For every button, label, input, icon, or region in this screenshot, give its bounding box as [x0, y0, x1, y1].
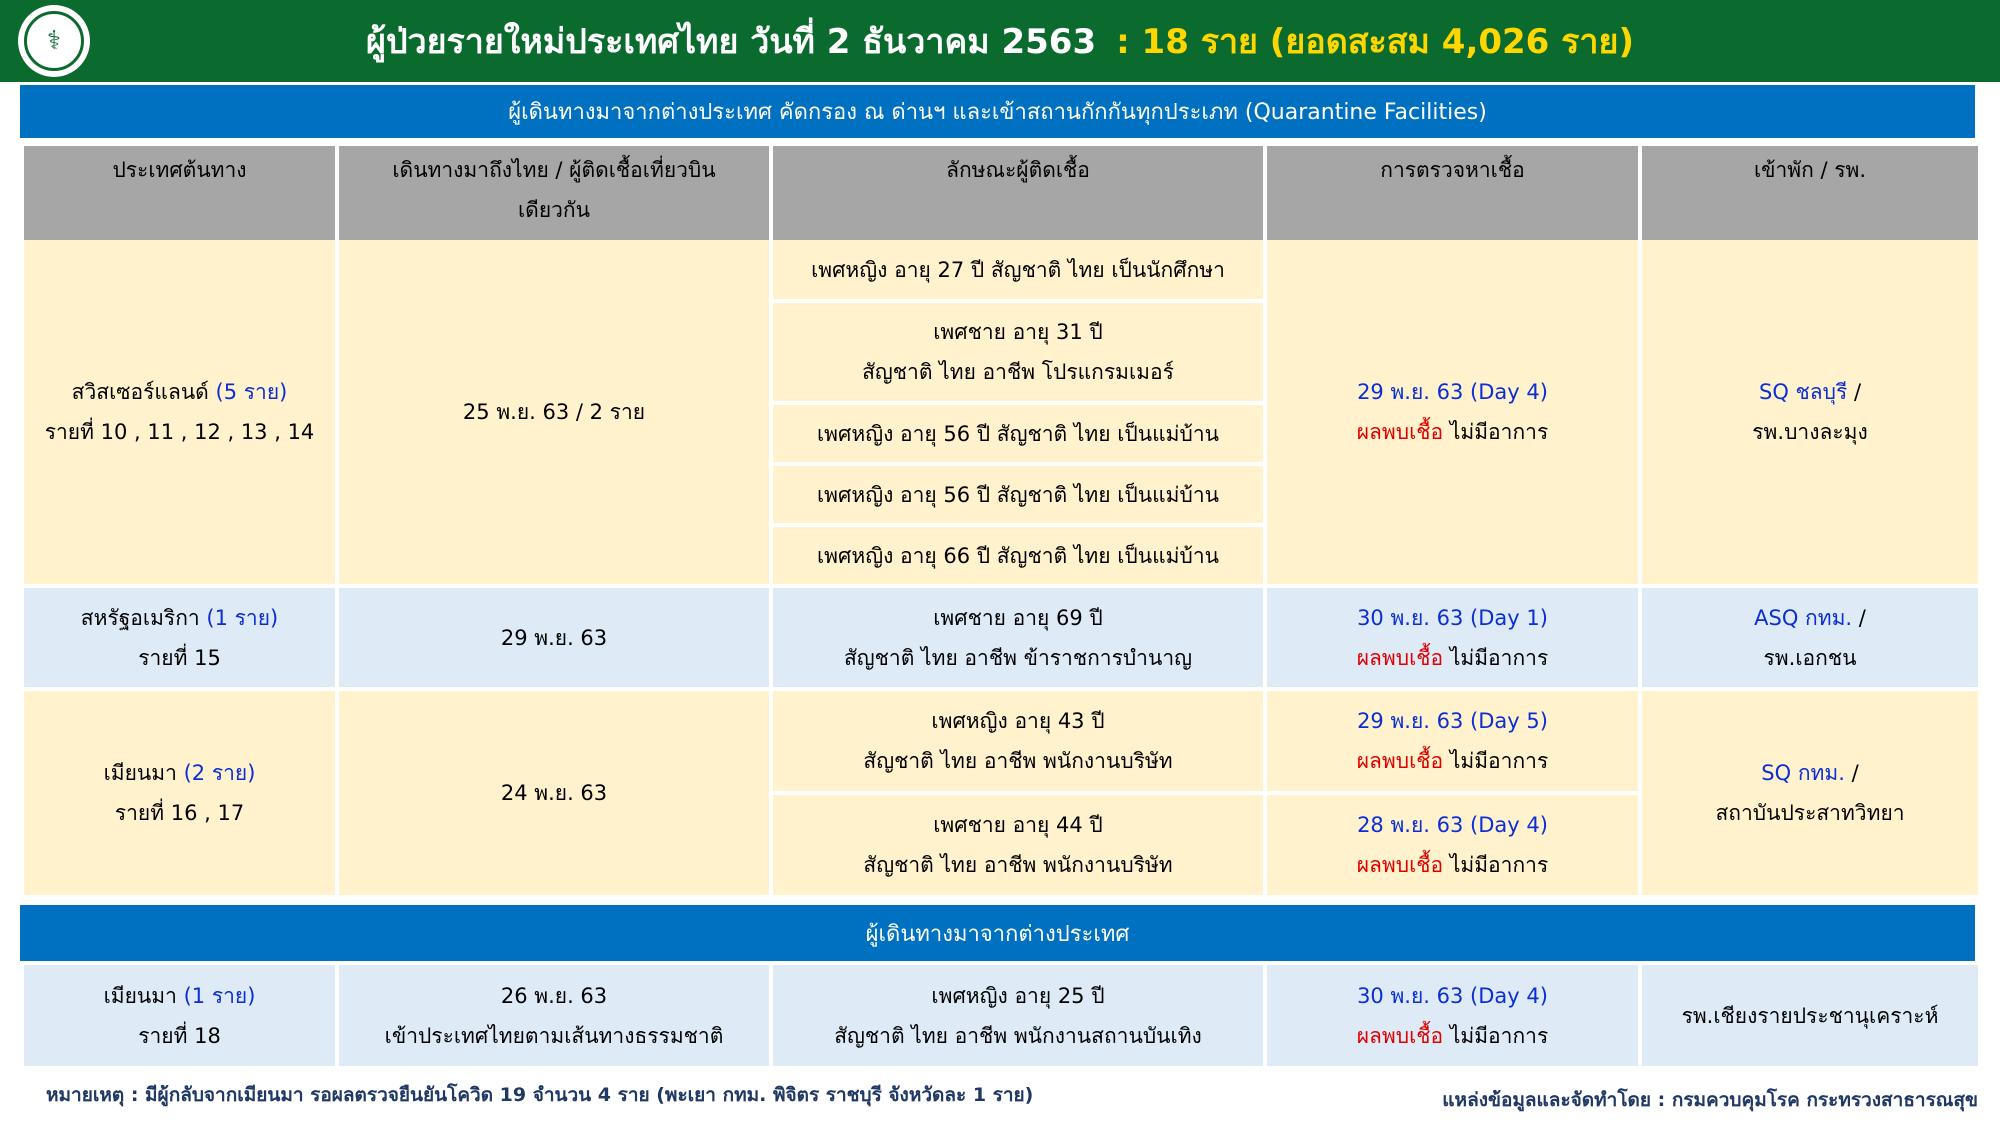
col-header-stay: เข้าพัก / รพ.	[1642, 146, 1978, 240]
origin-usa: สหรัฐอเมริกา (1 ราย) รายที่ 15	[24, 588, 335, 691]
col-header-characteristics: ลักษณะผู้ติดเชื้อ	[773, 146, 1263, 240]
natural-route-cases-table	[20, 965, 1982, 1066]
testing-usa: 30 พ.ย. 63 (Day 1) ผลพบเชื้อ ไม่มีอาการ	[1267, 588, 1638, 691]
col-header-origin: ประเทศต้นทาง	[24, 146, 335, 240]
quarantine-cases-table	[20, 146, 1982, 895]
patient-cell: เพศชาย อายุ 44 ปี สัญชาติ ไทย อาชีพ พนักงานบริษัท	[773, 795, 1263, 895]
title-highlight: : 18 ราย (ยอดสะสม 4,026 ราย)	[1116, 22, 1634, 62]
patient-cell: เพศหญิง อายุ 56 ปี สัญชาติ ไทย เป็นแม่บ้าน	[773, 405, 1263, 466]
arrival-switzerland: 25 พ.ย. 63 / 2 ราย	[339, 240, 769, 588]
ministry-seal-icon	[18, 5, 90, 77]
table-row	[24, 588, 1978, 691]
table-row	[24, 691, 1978, 795]
origin-myanmar: เมียนมา (2 ราย) รายที่ 16 , 17	[24, 691, 335, 895]
footer-source: แหล่งข้อมูลและจัดทำโดย : กรมควบคุมโรค กระทรวงสาธารณสุข	[1442, 1089, 1978, 1111]
testing-cell: 28 พ.ย. 63 (Day 4) ผลพบเชื้อ ไม่มีอาการ	[1267, 795, 1638, 895]
table-header-row	[24, 146, 1978, 240]
page-title	[366, 14, 1634, 68]
patient-cell: เพศหญิง อายุ 25 ปี สัญชาติ ไทย อาชีพ พนักงานสถานบันเทิง	[773, 965, 1263, 1066]
stay-usa: ASQ กทม. / รพ.เอกชน	[1642, 588, 1978, 691]
arrival-myanmar: 24 พ.ย. 63	[339, 691, 769, 895]
stay-myanmar-natural: รพ.เชียงรายประชานุเคราะห์	[1642, 965, 1978, 1066]
testing-cell: 29 พ.ย. 63 (Day 5) ผลพบเชื้อ ไม่มีอาการ	[1267, 691, 1638, 795]
section-quarantine-title: ผู้เดินทางมาจากต่างประเทศ คัดกรอง ณ ด่านฯ และเข้าสถานกักกันทุกประเภท (Quarantine Facilities)	[20, 85, 1975, 138]
footer-note: หมายเหตุ : มีผู้กลับจากเมียนมา รอผลตรวจยืนยันโควิด 19 จำนวน 4 ราย (พะเยา กทม. พิจิตร ราชบุรี จังหวัดละ 1 ราย)	[46, 1084, 1034, 1106]
stay-switzerland: SQ ชลบุรี / รพ.บางละมุง	[1642, 240, 1978, 588]
arrival-myanmar-natural: 26 พ.ย. 63 เข้าประเทศไทยตามเส้นทางธรรมชาติ	[339, 965, 769, 1066]
patient-cell: เพศหญิง อายุ 43 ปี สัญชาติ ไทย อาชีพ พนักงานบริษัท	[773, 691, 1263, 795]
table-row	[24, 240, 1978, 303]
testing-cell: 30 พ.ย. 63 (Day 4) ผลพบเชื้อ ไม่มีอาการ	[1267, 965, 1638, 1066]
origin-myanmar-natural: เมียนมา (1 ราย) รายที่ 18	[24, 965, 335, 1066]
caduceus-icon: ⚕	[24, 11, 84, 71]
col-header-arrival: เดินทางมาถึงไทย / ผู้ติดเชื้อเที่ยวบิน เดียวกัน	[339, 146, 769, 240]
patient-cell: เพศชาย อายุ 69 ปี สัญชาติ ไทย อาชีพ ข้าราชการบำนาญ	[773, 588, 1263, 691]
title-text: ผู้ป่วยรายใหม่ประเทศไทย วันที่ 2 ธันวาคม 2563	[366, 22, 1097, 62]
header-bar	[0, 0, 2000, 82]
stay-myanmar: SQ กทม. / สถาบันประสาทวิทยา	[1642, 691, 1978, 895]
table-row	[24, 965, 1978, 1066]
patient-cell: เพศหญิง อายุ 66 ปี สัญชาติ ไทย เป็นแม่บ้าน	[773, 527, 1263, 588]
col-header-testing: การตรวจหาเชื้อ	[1267, 146, 1638, 240]
testing-switzerland: 29 พ.ย. 63 (Day 4) ผลพบเชื้อ ไม่มีอาการ	[1267, 240, 1638, 588]
origin-switzerland: สวิสเซอร์แลนด์ (5 ราย) รายที่ 10 , 11 , 12 , 13 , 14	[24, 240, 335, 588]
patient-cell: เพศหญิง อายุ 27 ปี สัญชาติ ไทย เป็นนักศึกษา	[773, 240, 1263, 303]
arrival-usa: 29 พ.ย. 63	[339, 588, 769, 691]
patient-cell: เพศหญิง อายุ 56 ปี สัญชาติ ไทย เป็นแม่บ้าน	[773, 466, 1263, 527]
section-foreign-travellers-title: ผู้เดินทางมาจากต่างประเทศ	[20, 905, 1975, 961]
patient-cell: เพศชาย อายุ 31 ปี สัญชาติ ไทย อาชีพ โปรแกรมเมอร์	[773, 303, 1263, 405]
